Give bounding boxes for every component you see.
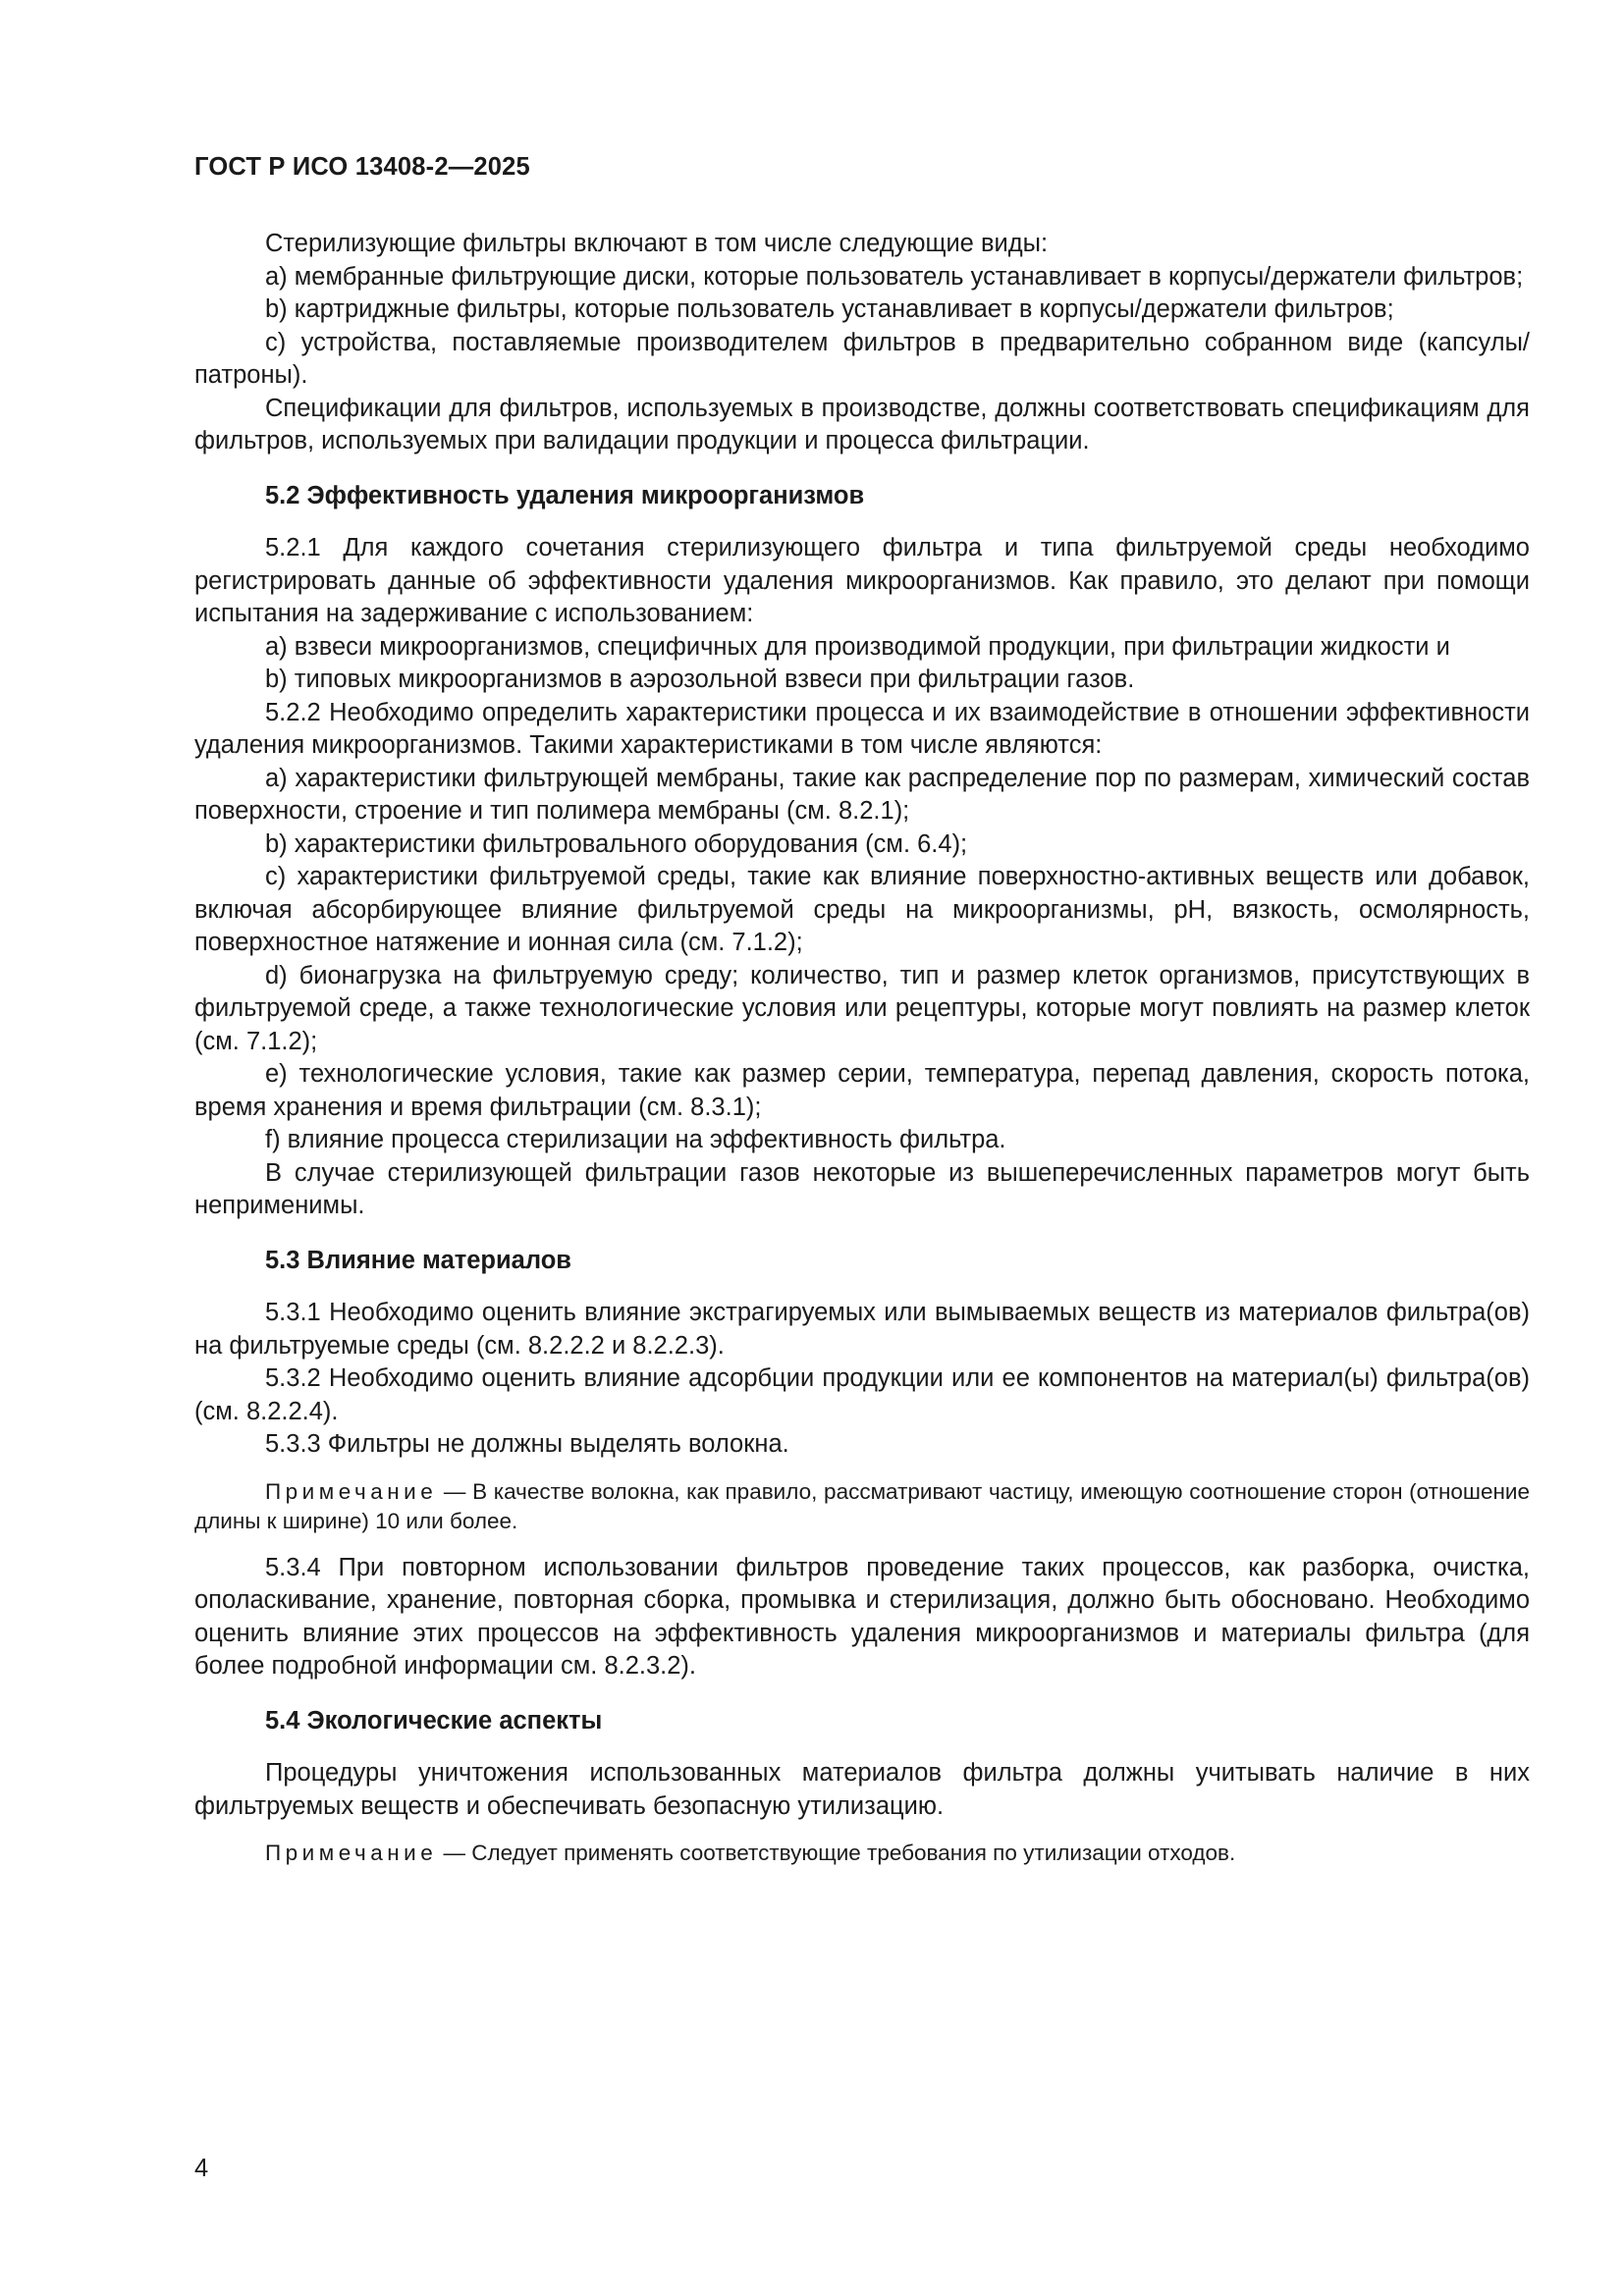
list-item: a) взвеси микроорганизмов, специфичных для производимой продукции, при фильтрации жидкости и [265, 632, 1450, 661]
list-item: d) бионагрузка на фильтруемую среду; количество, тип и размер клеток организмов, присутствующих в фильтруемой среде, а также технологические условия или рецептуры, которые могут повлиять на размер клеток (см. 7.1.2); [194, 961, 1530, 1055]
list-item: b) типовых микроорганизмов в аэрозольной взвеси при фильтрации газов. [265, 666, 1135, 693]
list-item: b) характеристики фильтровального оборудования (см. 6.4); [265, 829, 968, 858]
paragraph: 5.3.3 Фильтры не должны выделять волокна. [265, 1430, 789, 1458]
list-item: a) мембранные фильтрующие диски, которые пользователь устанавливает в корпусы/держатели фильтров; [265, 262, 1524, 291]
list-item: c) устройства, поставляемые производителем фильтров в предварительно собранном виде (капсулы/патроны). [194, 328, 1530, 389]
section-heading-5-2: 5.2 Эффективность удаления микроорганизмов [265, 481, 865, 509]
list-item: b) картриджные фильтры, которые пользователь устанавливает в корпусы/держатели фильтров; [265, 295, 1394, 323]
section-heading-5-3: 5.3 Влияние материалов [265, 1246, 571, 1274]
paragraph: Стерилизующие фильтры включают в том числе следующие виды: [265, 230, 1049, 257]
list-item: f) влияние процесса стерилизации на эффективность фильтра. [265, 1126, 1006, 1153]
paragraph: 5.3.4 При повторном использовании фильтров проведение таких процессов, как разборка, очистка, ополаскивание, хранение, повторная сборка, промывка и стерилизация, должно быть обосновано. Необходимо оценить влияние этих процессов на эффективность удаления микроорганизмов и материалы фильтра (для более подробной информации см. 8.2.3.2). [194, 1553, 1530, 1680]
paragraph: 5.2.1 Для каждого сочетания стерилизующего фильтра и типа фильтруемой среды необходимо регистрировать данные об эффективности удаления микроорганизмов. Как правило, это делают при помощи испытания на задерживание с использованием: [194, 534, 1530, 627]
list-item: a) характеристики фильтрующей мембраны, такие как распределение пор по размерам, химический состав поверхности, строение и тип полимера мембраны (см. 8.2.1); [194, 764, 1530, 825]
note-5-4 [194, 1839, 1530, 1868]
note-label: Примечание [265, 1478, 438, 1504]
note-text: — В качестве волокна, как правило, рассматривают частицу, имеющую соотношение сторон (отношение длины к ширине) 10 или более. [194, 1478, 1530, 1533]
document-header: ГОСТ Р ИСО 13408-2—2025 [194, 153, 530, 181]
note-label: Примечание [265, 1841, 438, 1865]
section-heading-5-4: 5.4 Экологические аспекты [265, 1706, 603, 1735]
paragraph: 5.2.2 Необходимо определить характеристики процесса и их взаимодействие в отношении эффективности удаления микроорганизмов. Такими характеристиками в том числе являются: [194, 698, 1530, 759]
list-item: c) характеристики фильтруемой среды, такие как влияние поверхностно-активных веществ или добавок, включая абсорбирующее влияние фильтруемой среды на микроорганизмы, pH, вязкость, осмолярность, поверхностное натяжение и ионная сила (см. 7.1.2); [194, 863, 1530, 956]
document-body [194, 228, 1530, 1884]
note-5-3 [194, 1477, 1530, 1536]
page-number: 4 [194, 2155, 209, 2182]
paragraph: 5.3.2 Необходимо оценить влияние адсорбции продукции или ее компонентов на материал(ы) фильтра(ов) (см. 8.2.2.4). [194, 1364, 1530, 1425]
list-item: e) технологические условия, такие как размер серии, температура, перепад давления, скорость потока, время хранения и время фильтрации (см. 8.3.1); [194, 1060, 1530, 1121]
paragraph: 5.3.1 Необходимо оценить влияние экстрагируемых или вымываемых веществ из материалов фильтра(ов) на фильтруемые среды (см. 8.2.2.2 и 8.2.2.3). [194, 1299, 1530, 1360]
note-text: — Следует применять соответствующие требования по утилизации отходов. [437, 1841, 1236, 1865]
paragraph: Процедуры уничтожения использованных материалов фильтра должны учитывать наличие в них фильтруемых веществ и обеспечивать безопасную утилизацию. [194, 1759, 1530, 1820]
paragraph: В случае стерилизующей фильтрации газов некоторые из вышеперечисленных параметров могут быть неприменимы. [194, 1158, 1530, 1219]
paragraph: Спецификации для фильтров, используемых в производстве, должны соответствовать спецификациям для фильтров, используемых при валидации продукции и процесса фильтрации. [194, 394, 1530, 454]
